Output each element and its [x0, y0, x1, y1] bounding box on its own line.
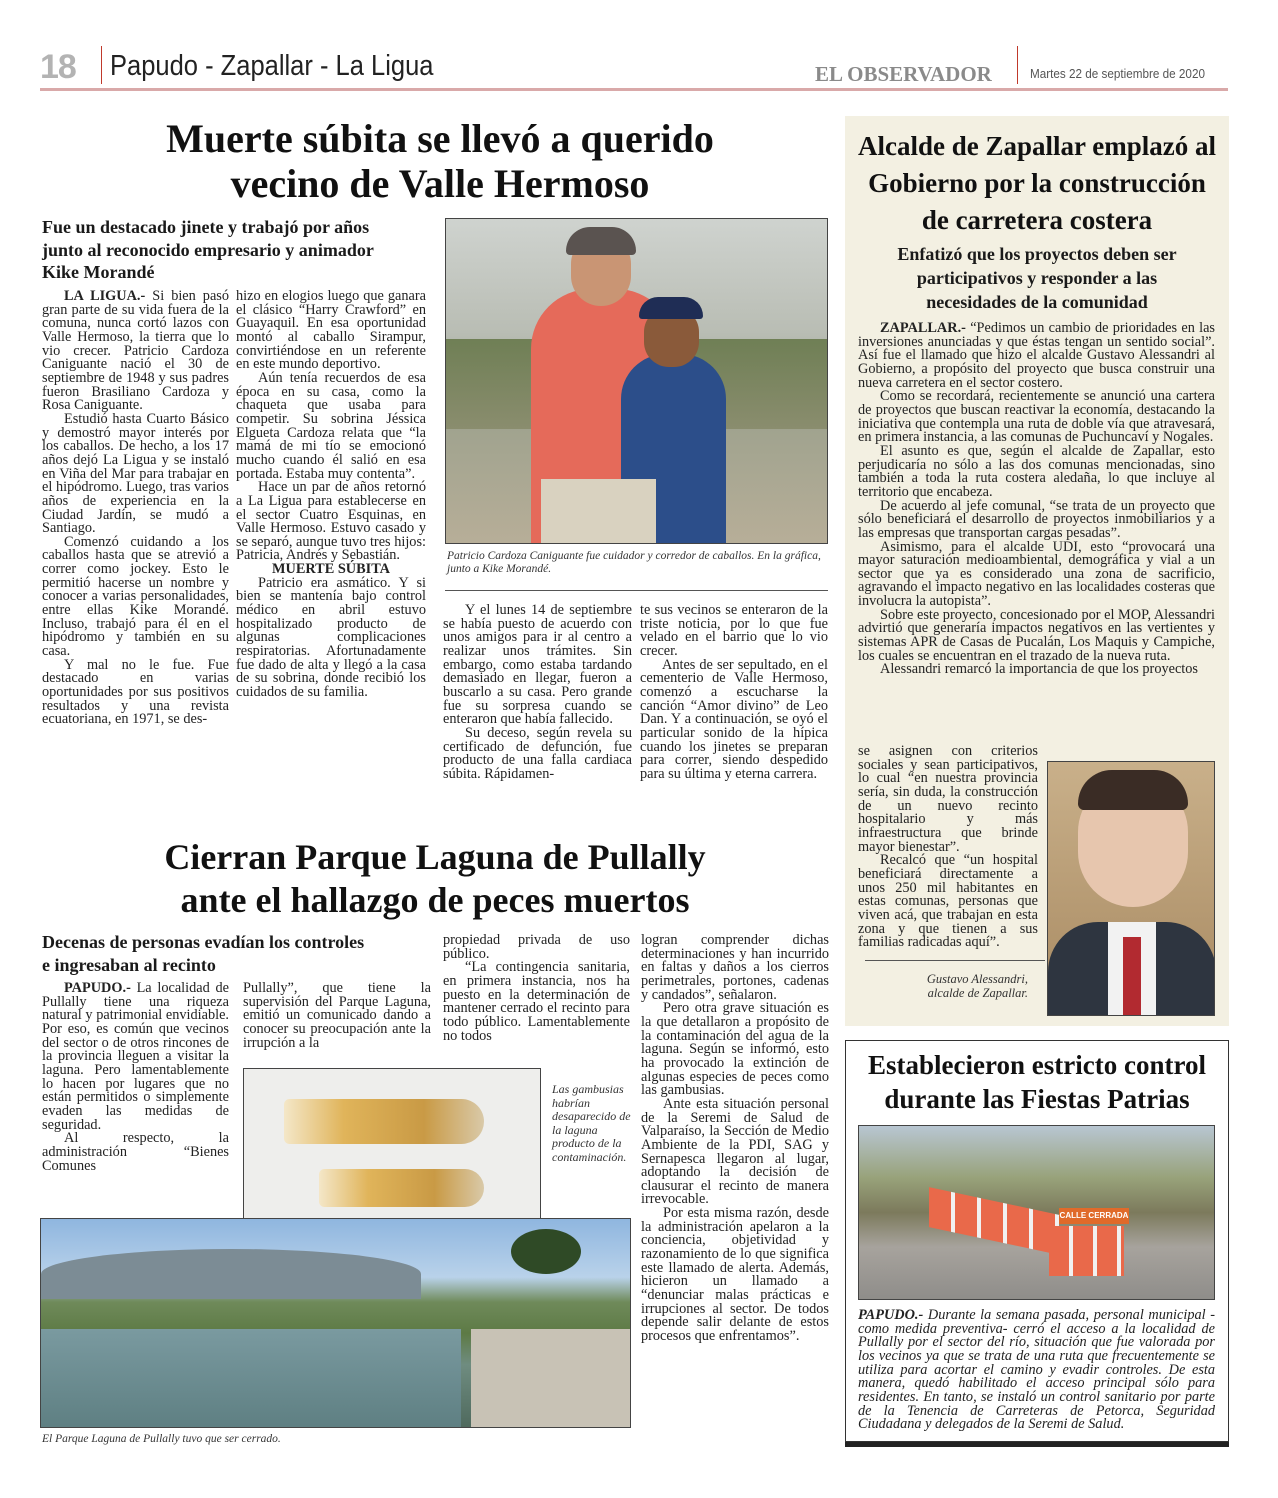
paragraph-text: La localidad de Pullally tiene una riqueza natural y patrimonial envidiable. Por eso, es común que vecinos del sector o de otros rincones de la provincia lleguen a visitar la laguna. Pero lamentablemente lo hacen por lugares que no están permitidos o simplemente evaden las medidas de seguridad.	[42, 980, 229, 1133]
dateline: LA LIGUA.-	[64, 288, 146, 304]
article1-column-2	[236, 290, 426, 700]
headline-line: durante las Fiestas Patrias	[884, 1084, 1190, 1114]
article3-column-4	[641, 934, 829, 1344]
headline-line: vecino de Valle Hermoso	[230, 161, 650, 206]
headline-line: ante el hallazgo de peces muertos	[180, 880, 690, 920]
article2-headline	[845, 128, 1229, 239]
paragraph	[858, 442, 1215, 500]
headline-line: Gobierno por la construcción	[868, 168, 1206, 198]
header-divider	[1017, 46, 1018, 84]
paragraph-text: propiedad privada de uso público.	[443, 932, 630, 962]
paragraph	[42, 533, 229, 660]
paragraph-text: se asignen con criterios sociales y sean participativos, lo cual “en nuestra provincia sería, sin duda, la construcción de un nuevo recinto hospitalario y más infraestructura que brinde mayor bienestar”.	[858, 743, 1038, 855]
paragraph-text: “Pedimos un cambio de prioridades en las inversiones anunciadas y que éstas tengan un sentido social”. Así fue el llamado que hizo el alcalde Gustavo Alessandri al Gobierno, a propósito del proyecto que busca construir una nueva carretera en el sector costero.	[858, 320, 1215, 391]
article2-body-narrow	[858, 745, 1038, 950]
paragraph-text: logran comprender dichas determinaciones y han incurrido en faltas y daños a los cierros perimetrales, portones, cadenas y candados”, señalaron.	[641, 932, 829, 1003]
divider	[865, 960, 1045, 961]
paragraph-text: Por esta misma razón, desde la administración apelaron a la conciencia, objetividad y razonamiento de lo que significa este llamado de alerta. Además, hicieron un llamado a “denunciar malas prácticas e irrupciones al sector. De todos depende salir delante de estos procesos que enfrentamos”.	[641, 1205, 829, 1345]
paragraph-text: Estudió hasta Cuarto Básico y demostró mayor interés por los caballos. De hecho, a los 17 años dejó La Ligua y se instaló en Viña del Mar para trabajar en el hipódromo. Luego, tras varios años de experiencia en la Ciudad Jardín, se mudó a Santiago.	[42, 410, 229, 537]
caption-line: Gustavo Alessandri,	[926, 972, 1028, 986]
paragraph-text: “La contingencia sanitaria, en primera instancia, nos ha puesto en la determinación de mantener cerrado el recinto para todo público. Lamentablemente no todos	[443, 959, 630, 1044]
lagoon-photo-caption: El Parque Laguna de Pullally tuvo que ser cerrado.	[42, 1433, 281, 1445]
article1-column-1	[42, 290, 229, 727]
issue-date: Martes 22 de septiembre de 2020	[1030, 66, 1205, 81]
article3-column-3	[443, 934, 630, 1043]
paragraph	[243, 982, 431, 1050]
paragraph-text: Y mal no le fue. Fue destacado en varias oportunidades por sus positivos resultados y una revista ecuatoriana, en 1971, se des-	[42, 656, 229, 728]
photo-fish	[243, 1068, 541, 1233]
paragraph	[858, 606, 1215, 664]
paragraph	[236, 290, 426, 372]
dateline: PAPUDO.-	[858, 1307, 924, 1323]
box-bottom-bar	[845, 1442, 1229, 1447]
paragraph	[858, 322, 1215, 390]
paragraph	[858, 390, 1215, 445]
headline-line: Establecieron estricto control	[868, 1050, 1206, 1080]
paragraph	[42, 982, 229, 1132]
fish-photo-caption: Las gambusias habrían desaparecido de la laguna producto de la contaminación.	[552, 1082, 631, 1164]
paragraph-text: hizo en elogios luego que ganara el clásico “Harry Crawford” en Guayaquil. En esa oportunidad montó al caballo Sirampur, convirtiéndose en un referente en este mundo deportivo.	[236, 288, 426, 373]
photo-roadblock	[858, 1125, 1215, 1300]
paragraph-text: Hace un par de años retornó a La Ligua para establecerse en el sector Cuatro Esquinas, en Valle Hermoso. Estuvo casado y se separó, aunque tuvo tres hijos: Patricia, Andrés y Sebastián.	[236, 479, 426, 564]
dateline: ZAPALLAR.-	[880, 320, 966, 336]
paragraph	[640, 604, 828, 659]
article1-subhead: Fue un destacado jinete y trabajó por años junto al reconocido empresario y animador Kike Morandé	[42, 217, 374, 282]
headline-line: de carretera costera	[921, 205, 1153, 235]
paragraph	[641, 1207, 829, 1344]
paragraph-text: Asimismo, para el alcalde UDI, esto “provocará una mayor saturación medioambiental, demográfica y vial a un sector que ya es considerado una zona de sacrificio, agravando el impacto negativo en las localidades costeras que involucra la autopista”.	[858, 538, 1215, 610]
paragraph-text: Aún tenía recuerdos de esa época en su casa, como la chaqueta que usaba para competir. Su sobrina Jéssica Elgueta Cardoza relata que “la mamá de mi tío se emocionó mucho cuando él salió en esa portada. Estaba muy contenta”.	[236, 369, 426, 482]
paragraph	[42, 290, 229, 413]
paragraph	[42, 410, 229, 537]
paragraph	[858, 745, 1038, 854]
paragraph-text: Como se recordará, recientemente se anunció una cartera de proyectos que buscan reactivar la economía, destacando la iniciativa que contempla una ruta de doble vía que atravesará, en primera instancia, a las comunas de Puchuncaví y Nogales.	[858, 388, 1215, 446]
header-divider	[101, 46, 102, 84]
paragraph	[858, 497, 1215, 541]
paragraph	[42, 1132, 229, 1173]
paragraph	[42, 656, 229, 728]
article1-headline	[40, 116, 840, 206]
headline-line: Muerte súbita se llevó a querido	[166, 116, 714, 161]
paragraph	[236, 481, 426, 563]
paragraph	[858, 663, 1215, 677]
article3-column-2	[243, 982, 431, 1050]
paragraph	[443, 604, 632, 727]
divider	[445, 590, 828, 591]
paragraph-text: Pero otra grave situación es la que detallaron a propósito de la contaminación del agua de la laguna. Según se informó, esto ha provocado la extinción de algunas especies de peces como las gambusias.	[641, 1000, 829, 1099]
photo-mayor	[1047, 761, 1215, 1016]
paragraph-text: Alessandri remarcó la importancia de que los proyectos	[880, 661, 1198, 678]
paragraph	[443, 724, 632, 782]
photo-two-men	[445, 218, 828, 544]
article1-column-3	[443, 604, 632, 782]
paragraph-text: Antes de ser sepultado, en el cementerio de Valle Hermoso, comenzó a escucharse la canción “Amor divino” de Leo Dan. Y a continuación, se oyó el particular sonido de la hípica cuando los jinetes se preparan para correr, siendo despedido para su última y eterna carrera.	[640, 656, 828, 782]
article3-column-1	[42, 982, 229, 1173]
headline-line: Cierran Parque Laguna de Pullally	[164, 837, 706, 877]
header-rule	[40, 88, 1228, 91]
paragraph-text: Pullally”, que tiene la supervisión del Parque Laguna, emitió un comunicado dando a conocer su preocupación ante la irrupción a la	[243, 980, 431, 1051]
article4-body	[858, 1309, 1215, 1432]
paragraph-text: te sus vecinos se enteraron de la triste noticia, por lo que fue velado en el barrio que lo vio crecer.	[640, 602, 828, 659]
paragraph-text: Ante esta situación personal de la Seremi de Salud de Valparaíso, la Sección de Medio Ambiente de la PDI, SAG y Sernapesca llegaron al lugar, adoptando la decisión de clausurar el recinto de manera irrevocable.	[641, 1095, 829, 1208]
article4-headline	[845, 1048, 1229, 1116]
paragraph-text: Sobre este proyecto, concesionado por el MOP, Alessandri advirtió que generaría impactos negativos en las vertientes y sistemas APR de Casas de Pucalán, Los Maquis y Campiche, los cuales se encuentran en el trazado de la nueva ruta.	[858, 606, 1215, 664]
article3-subhead: Decenas de personas evadían los controles e ingresaban al recinto	[42, 932, 365, 975]
paragraph	[640, 656, 828, 782]
paragraph-text: Y el lunes 14 de septiembre se había puesto de acuerdo con unos amigos para ir al centro a realizar unos trámites. Sin embargo, como estaba tardando demasiado en llegar, fueron a buscarlo a su casa. Pero grande fue su sorpresa cuando se enteraron que había fallecido.	[443, 602, 632, 728]
paragraph	[236, 574, 426, 701]
paragraph	[641, 934, 829, 1002]
section-heading: MUERTE SÚBITA	[272, 561, 390, 578]
article1-photo-caption: Patricio Cardoza Caniguante fue cuidador y corredor de caballos. En la gráfica, junto a Kike Morandé.	[447, 550, 821, 575]
paragraph-text: Si bien pasó gran parte de su vida fuera de la comuna, nunca cortó lazos con Valle Hermoso, la tierra que lo vio crecer. Patricio Cardoza Caniguante nació el 30 de septiembre de 1948 y sus padres fueron Brasiliano Cardoza y Rosa Caniguante.	[42, 288, 230, 414]
paragraph	[443, 934, 630, 961]
paragraph	[641, 1095, 829, 1208]
paragraph-text: Recalcó que “un hospital beneficiará directamente a unos 250 mil habitantes en estas comunas, personas que viven acá, que trabajan en esta zona y que tienen a sus familias radicadas aquí”.	[858, 852, 1038, 951]
caption-line: alcalde de Zapallar.	[927, 986, 1028, 1000]
article2-subhead: Enfatizó que los proyectos deben ser participativos y responder a las necesidades de la comunidad	[897, 244, 1177, 312]
photo-lagoon	[40, 1218, 631, 1428]
paragraph	[858, 854, 1038, 950]
section-title: Papudo - Zapallar - La Ligua	[110, 50, 434, 82]
body-text: Durante la semana pasada, personal municipal -como medida preventiva- cerró el acceso a la localidad de Pullally por el sector del río, situación que fue valorada por los vecinos ya que se trata de una ruta que frecuentemente se utiliza para acortar el camino y evadir controles. De esta manera, quedó habilitado el acceso principal sólo para residentes. En tanto, se instaló un control sanitario por parte de la Tenencia de Carreteras de Petorca, Seguridad Ciudadana y delegados de la Seremi de Salud.	[858, 1307, 1215, 1433]
paragraph-text: De acuerdo al jefe comunal, “se trata de un proyecto que sólo beneficiará el desarrollo de proyectos inmobiliarios y a las empresas que transportan cargas pesadas”.	[858, 497, 1215, 541]
newspaper-logo: EL OBSERVADOR	[815, 62, 992, 86]
paragraph-text: El asunto es que, según el alcalde de Zapallar, esto perjudicaría no sólo a las dos comunas mencionadas, sino también a toda la ruta costera aledaña, lo que incluye al territorio que encabeza.	[858, 442, 1215, 500]
article1-column-4	[640, 604, 828, 782]
road-closed-sign: CALLE CERRADA	[1059, 1208, 1129, 1224]
paragraph	[858, 538, 1215, 610]
paragraph-text: Su deceso, según revela su certificado de defunción, fue producto de una falla cardiaca súbita. Rápidamen-	[443, 724, 632, 782]
paragraph	[236, 369, 426, 482]
headline-line: Alcalde de Zapallar emplazó al	[858, 131, 1216, 161]
article3-headline	[40, 836, 830, 922]
paragraph	[641, 1002, 829, 1098]
dateline: PAPUDO.-	[64, 980, 131, 996]
paragraph-text: Comenzó cuidando a los caballos hasta que se atrevió a correr como jockey. Esto le permitió hacerse un nombre y conocer a varias personalidades, entre ellas Kike Morandé. Incluso, trabajó para él en el hipódromo y también en su casa.	[42, 533, 229, 660]
paragraph-text: Al respecto, la administración “Bienes Comunes	[42, 1130, 229, 1174]
page-number: 18	[40, 48, 76, 86]
article2-photo-caption	[865, 972, 1028, 1000]
paragraph	[443, 961, 630, 1043]
article2-body	[858, 322, 1215, 677]
paragraph-text: Patricio era asmático. Y si bien se mantenía bajo control médico en abril estuvo hospitalizado producto de algunas complicaciones respiratorias. Afortunadamente fue dado de alta y llegó a la casa de su sobrina, donde recibió los cuidados de su familia.	[236, 574, 426, 701]
